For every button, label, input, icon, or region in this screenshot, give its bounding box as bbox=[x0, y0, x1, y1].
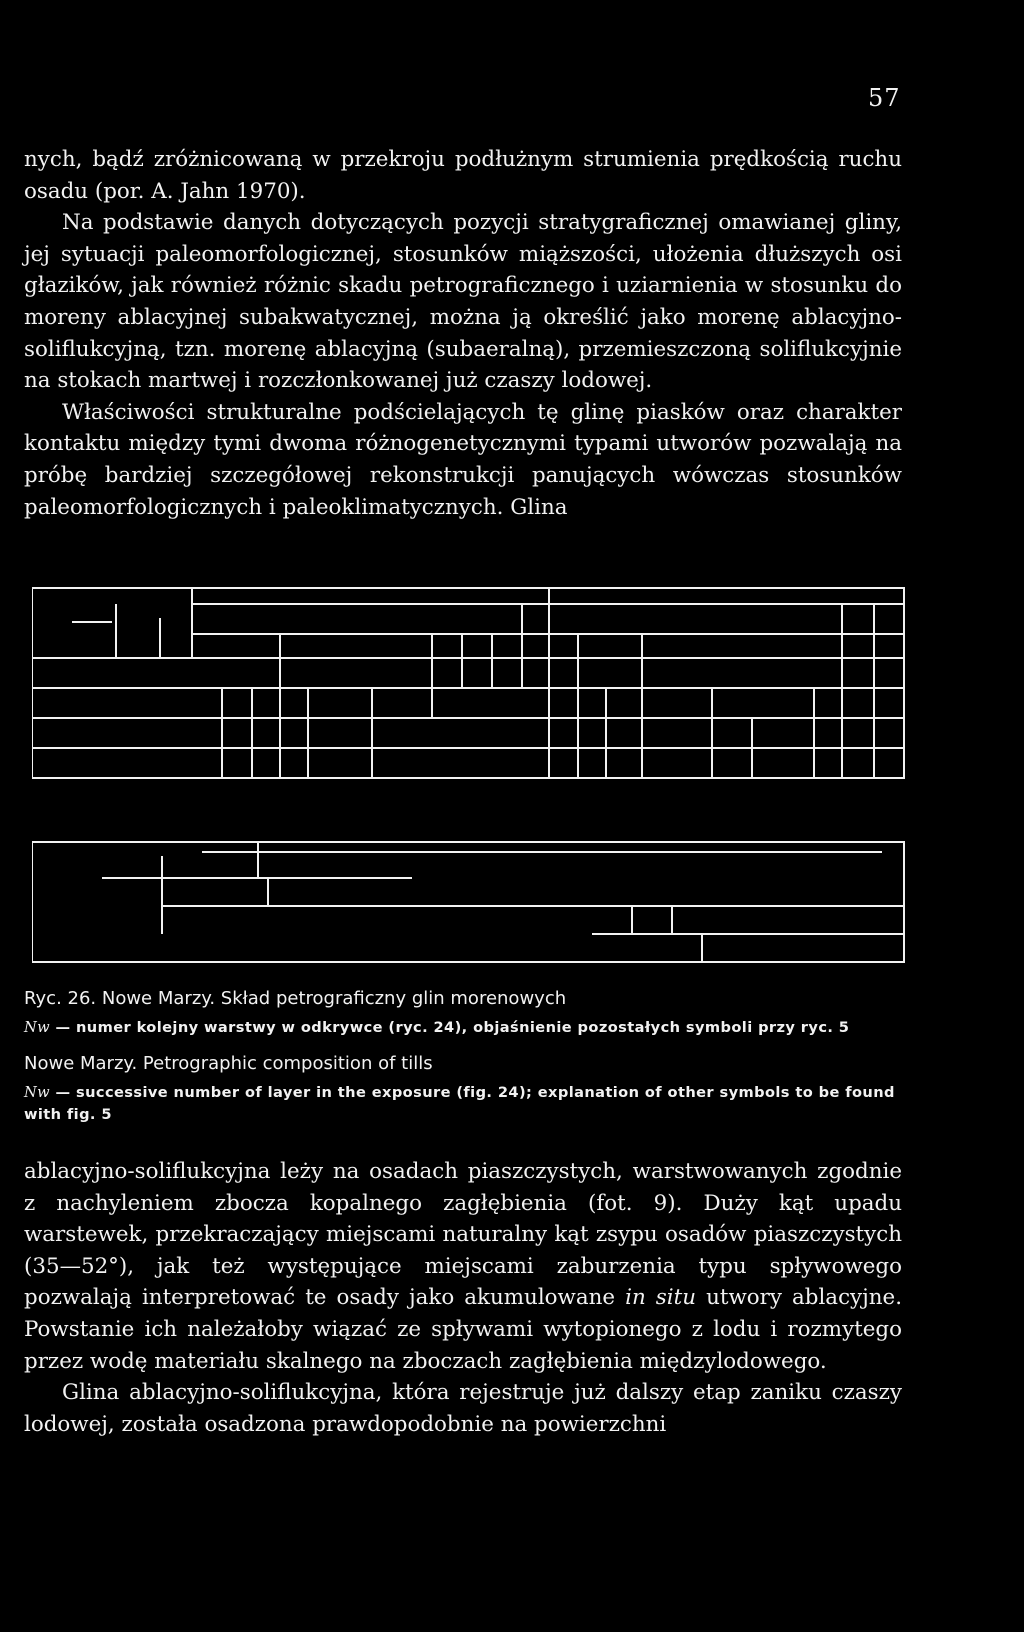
caption-abbr-en: Nw bbox=[24, 1084, 51, 1101]
paragraph-part: ablacyjno-soliflukcyjna leży na osadach piaszczystych, warstwowanych zgodnie z nachyleniem zbocza kopalnego zagłębienia (fot. 9). Duży kąt upadu warstewek, przekraczający miejscami naturalny kąt zsypu osadów piaszczystych (35—52°), jak też występujące miejscami zaburzenia typu spływowego pozwalają interpretować te osady jako akumulowane bbox=[24, 1159, 902, 1311]
body-text-top bbox=[24, 144, 902, 523]
paragraph bbox=[24, 1156, 902, 1377]
caption-note-pl bbox=[24, 1017, 914, 1039]
caption-note-en-text: — successive number of layer in the exposure (fig. 24); explanation of other symbols to be found with fig. 5 bbox=[24, 1084, 895, 1123]
figure-caption bbox=[24, 988, 914, 1140]
caption-abbr-pl: Nw bbox=[24, 1019, 51, 1036]
paragraph-part: utwory ablacyjne. Powstanie ich należałoby wiązać ze spływami wytopionego z lodu i rozmytego przez wodę materiału skalnego na zboczach zagłębienia międzylodowego. bbox=[24, 1285, 902, 1374]
paragraph: Na podstawie danych dotyczących pozycji stratygraficznej omawianej gliny, jej sytuacji paleomorfologicznej, stosunków miąższości, ułożenia dłuższych osi głazików, jak również różnic skadu petrograficznego i uziarnienia w stosunku do moreny ablacyjnej subakwatycznej, można ją określić jako morenę ablacyjno-soliflukcyjną, tzn. morenę ablacyjną (subaeralną), przemieszczoną soliflukcyjnie na stokach martwej i rozczłonkowanej już czaszy lodowej. bbox=[24, 210, 902, 394]
paragraph: Glina ablacyjno-soliflukcyjna, która rejestruje już dalszy etap zaniku czaszy lodowej, została osadzona prawdopodobnie na powierzchni bbox=[24, 1380, 902, 1437]
italic-term: in situ bbox=[625, 1285, 697, 1311]
paragraph: Właściwości strukturalne podścielających tę glinę piasków oraz charakter kontaktu między tymi dwoma różnogenetycznymi typami utworów pozwalają na próbę bardziej szczegółowej rekonstrukcji panujących wówczas stosunków paleomorfologicznych i paleoklimatycznych. Glina bbox=[24, 399, 902, 520]
caption-title-en: Nowe Marzy. Petrographic composition of tills bbox=[24, 1053, 433, 1074]
body-text-bottom bbox=[24, 1156, 902, 1440]
petrographic-diagram bbox=[32, 584, 912, 974]
paragraph: nych, bądź zróżnicowaną w przekroju podłużnym strumienia prędkością ruchu osadu (por. A. Jahn 1970). bbox=[24, 147, 902, 204]
caption-note-en bbox=[24, 1082, 914, 1126]
figure-petrographic-diagram bbox=[32, 584, 912, 974]
page-number: 57 bbox=[868, 84, 901, 112]
caption-title-pl: Ryc. 26. Nowe Marzy. Skład petrograficzny glin morenowych bbox=[24, 988, 567, 1009]
caption-note-pl-text: — numer kolejny warstwy w odkrywce (ryc. 24), objaśnienie pozostałych symboli przy ryc. 5 bbox=[50, 1019, 850, 1036]
